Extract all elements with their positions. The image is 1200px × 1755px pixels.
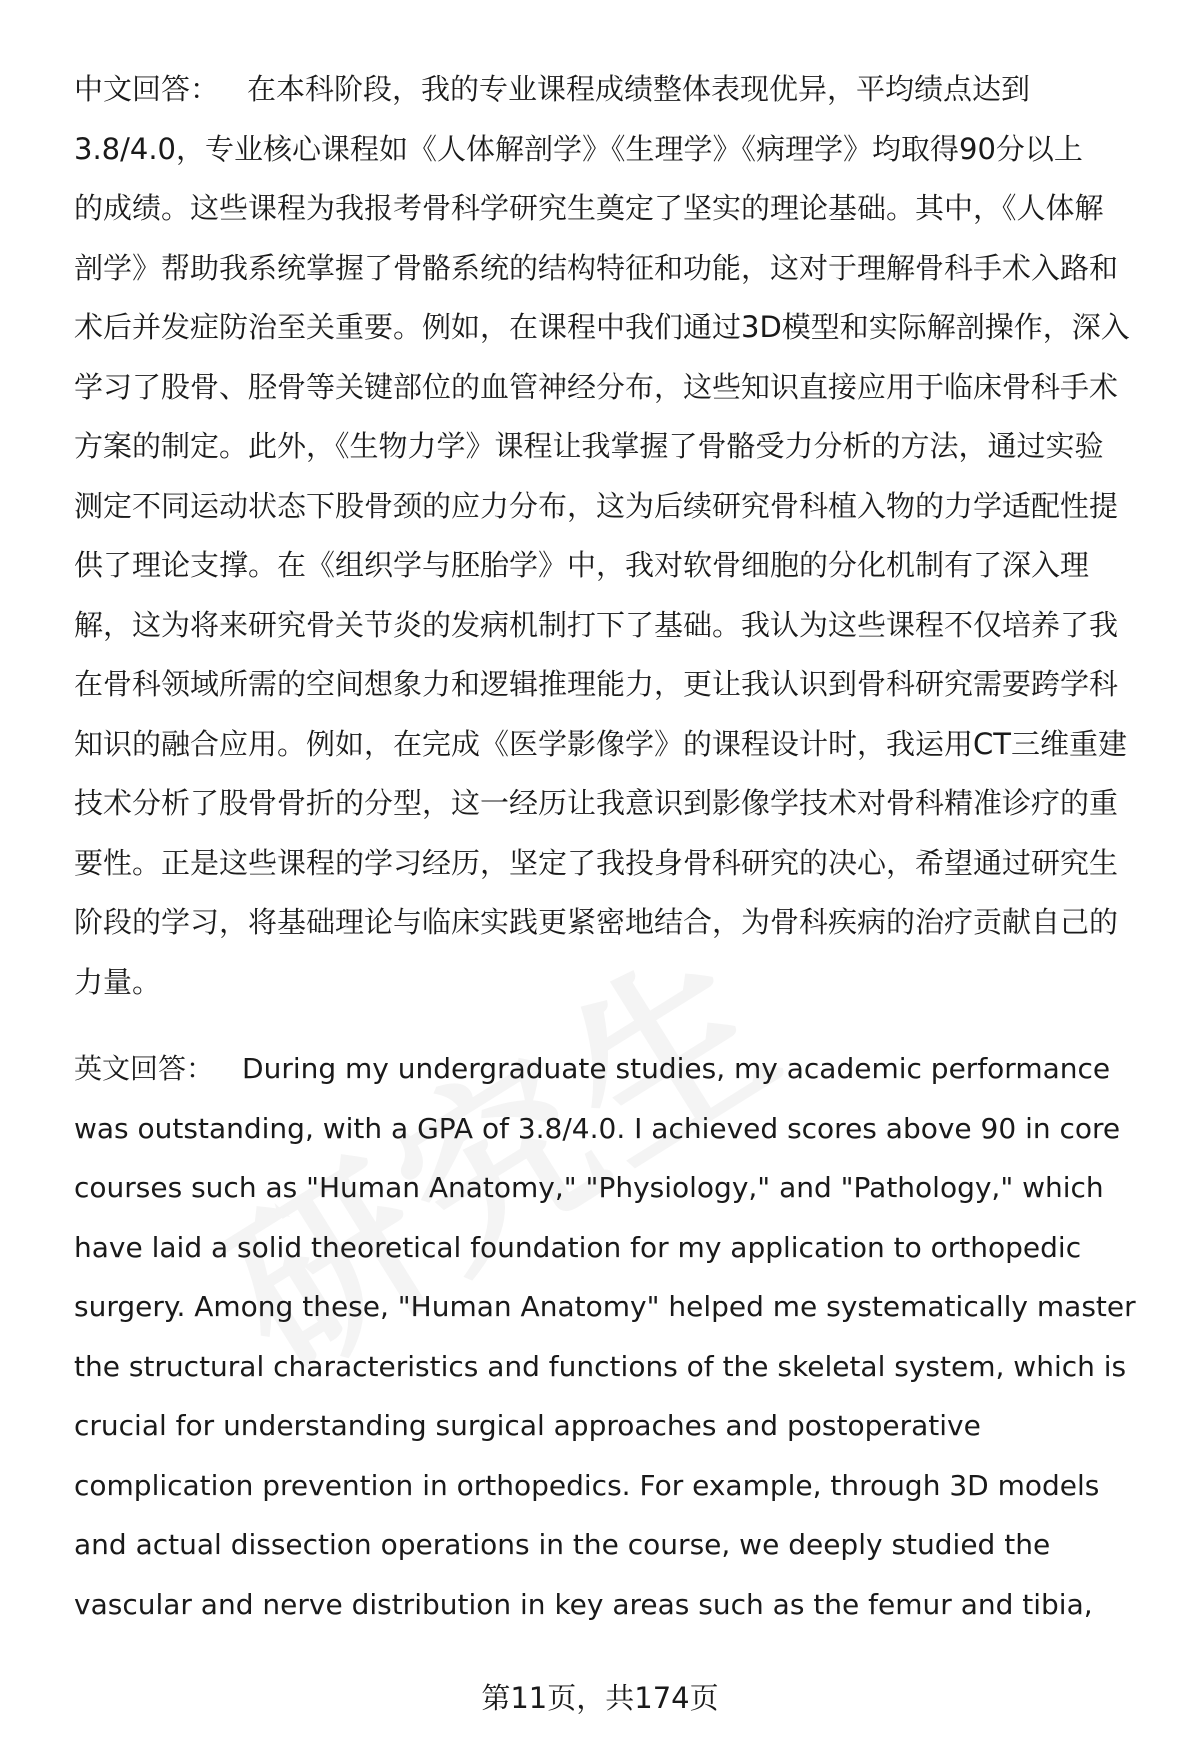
text-line: 术后并发症防治至关重要。例如，在课程中我们通过3D模型和实际解剖操作，深入 (74, 310, 1130, 344)
text-line: 剖学》帮助我系统掌握了骨骼系统的结构特征和功能，这对于理解骨科手术入路和 (74, 250, 1119, 285)
text-line: 方案的制定。此外，《生物力学》课程让我掌握了骨骼受力分析的方法，通过实验 (74, 429, 1104, 463)
text-line: 阶段的学习，将基础理论与临床实践更紧密地结合，为骨科疾病的治疗贡献自己的 (74, 905, 1119, 939)
text-line: 测定不同运动状态下股骨颈的应力分布，这为后续研究骨科植入物的力学适配性提 (74, 488, 1119, 523)
text-line: 的成绩。这些课程为我报考骨科学研究生奠定了坚实的理论基础。其中，《人体解 (74, 191, 1104, 225)
chinese-answer-label: 中文回答： (74, 72, 220, 106)
text-line: vascular and nerve distribution in key areas such as the femur and tibia, (74, 1587, 1093, 1621)
english-answer-label: 英文回答： (74, 1052, 215, 1085)
text-line: 英文回答： During my undergraduate studies, my academic performance (74, 1052, 1111, 1085)
chinese-answer-paragraph (74, 60, 1164, 1012)
text-line: 学习了股骨、胫骨等关键部位的血管神经分布，这些知识直接应用于临床骨科手术 (74, 369, 1119, 404)
text-line: courses such as "Human Anatomy," "Physiology," and "Pathology," which (74, 1171, 1104, 1204)
text-line: 知识的融合应用。例如，在完成《医学影像学》的课程设计时，我运用CT三维重建 (74, 726, 1127, 761)
text-line: 力量。 (74, 964, 162, 999)
text-line: complication prevention in orthopedics. For example, through 3D models (74, 1468, 1100, 1502)
text-line: 3.8/4.0，专业核心课程如《人体解剖学》《生理学》《病理学》均取得90分以上 (74, 131, 1083, 166)
text-line: 中文回答： 在本科阶段，我的专业课程成绩整体表现优异，平均绩点达到 (74, 72, 1031, 106)
text-line: surgery. Among these, "Human Anatomy" helped me systematically master (74, 1290, 1136, 1323)
page-number-footer: 第11页，共174页 (481, 1681, 719, 1715)
text-line: the structural characteristics and functions of the skeletal system, which is (74, 1349, 1127, 1383)
text-line: crucial for understanding surgical approaches and postoperative (74, 1409, 981, 1442)
text-line: 供了理论支撑。在《组织学与胚胎学》中，我对软骨细胞的分化机制有了深入理 (74, 548, 1090, 582)
english-answer-paragraph (74, 1039, 1164, 1634)
text-line: 技术分析了股骨骨折的分型，这一经历让我意识到影像学技术对骨科精准诊疗的重 (74, 786, 1119, 820)
text-line: have laid a solid theoretical foundation for my application to orthopedic (74, 1230, 1082, 1264)
text-line: 要性。正是这些课程的学习经历，坚定了我投身骨科研究的决心，希望通过研究生 (74, 845, 1119, 880)
text-line: was outstanding, with a GPA of 3.8/4.0. I achieved scores above 90 in core (74, 1111, 1121, 1145)
text-line: and actual dissection operations in the course, we deeply studied the (74, 1528, 1051, 1561)
text-line: 在骨科领域所需的空间想象力和逻辑推理能力，更让我认识到骨科研究需要跨学科 (74, 667, 1119, 701)
page-content (74, 60, 1164, 1634)
text-line: 解，这为将来研究骨关节炎的发病机制打下了基础。我认为这些课程不仅培养了我 (74, 607, 1119, 642)
